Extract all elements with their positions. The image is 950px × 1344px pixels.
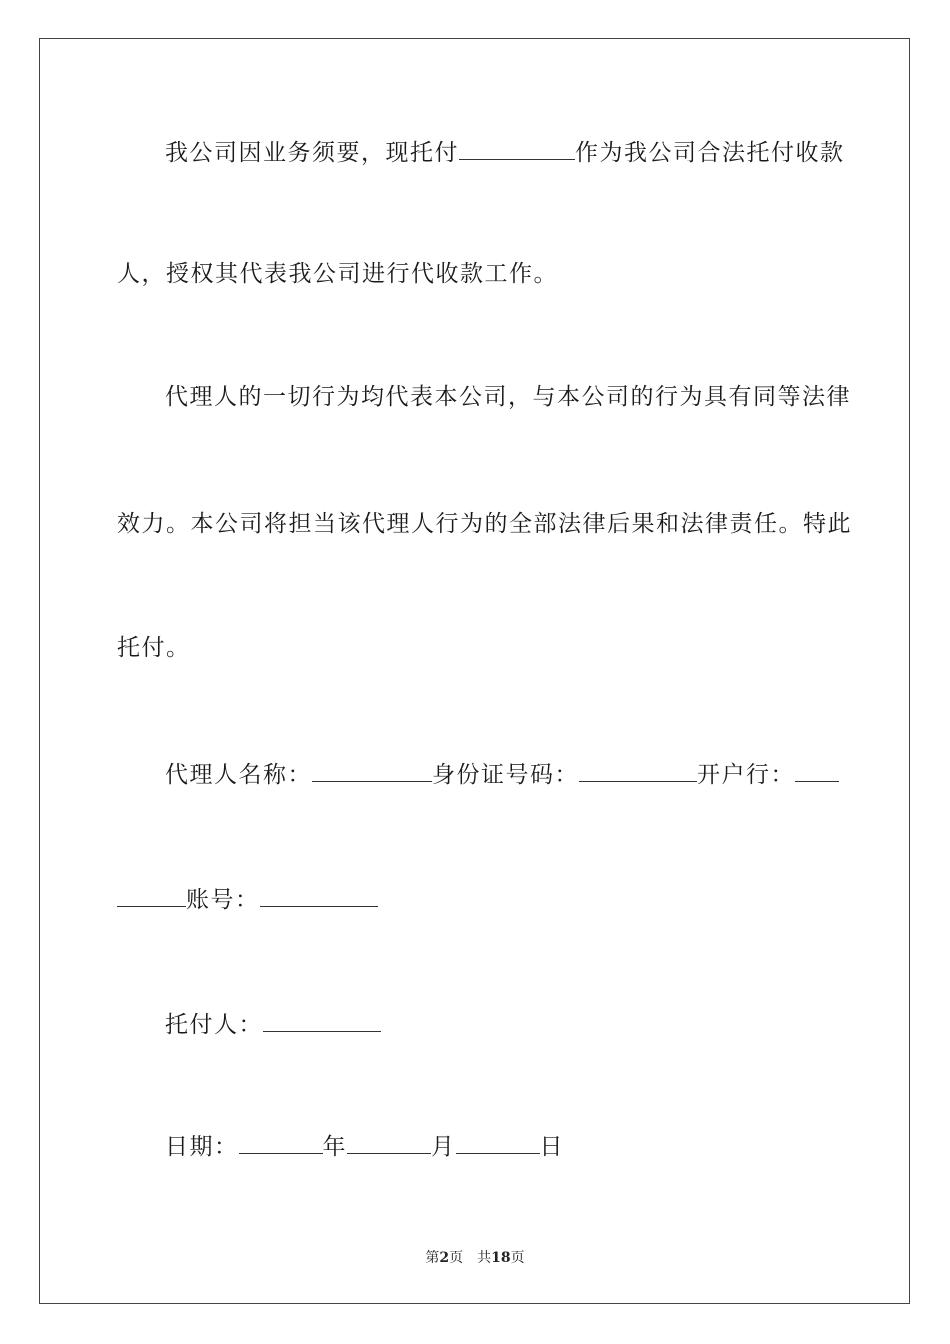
account-blank bbox=[260, 884, 378, 907]
page-prefix: 第 bbox=[425, 1250, 440, 1266]
year-blank bbox=[239, 1131, 323, 1154]
page-current: 2 bbox=[439, 1250, 450, 1266]
bank-blank-start bbox=[795, 759, 839, 782]
month-blank bbox=[347, 1131, 431, 1154]
id-number-blank bbox=[579, 759, 697, 782]
paragraph-2-line-3: 托付。 bbox=[117, 635, 191, 661]
paragraph-1-text-a: 我公司因业务须要，现托付 bbox=[165, 140, 459, 166]
id-number-label: 身份证号码： bbox=[432, 762, 579, 788]
day-blank bbox=[456, 1131, 540, 1154]
page-total: 18 bbox=[491, 1250, 511, 1266]
account-label: 账号： bbox=[186, 887, 260, 913]
total-prefix: 共 bbox=[477, 1250, 492, 1266]
page-footer bbox=[0, 1247, 950, 1267]
trustee-blank bbox=[459, 137, 575, 160]
date-line bbox=[165, 1131, 564, 1162]
total-suffix: 页 bbox=[510, 1250, 525, 1266]
paragraph-1-text-b: 作为我公司合法托付收款 bbox=[575, 140, 845, 166]
principal-blank bbox=[263, 1009, 381, 1032]
page-border bbox=[39, 38, 910, 1304]
paragraph-1-line-2: 人，授权其代表我公司进行代收款工作。 bbox=[117, 261, 558, 287]
day-label: 日 bbox=[539, 1134, 564, 1160]
month-label: 月 bbox=[431, 1134, 456, 1160]
principal-label: 托付人： bbox=[165, 1012, 263, 1038]
year-label: 年 bbox=[322, 1134, 347, 1160]
bank-label: 开户行： bbox=[697, 762, 795, 788]
agent-info-line bbox=[165, 759, 839, 790]
paragraph-2-line-1: 代理人的一切行为均代表本公司，与本公司的行为具有同等法律 bbox=[165, 384, 851, 410]
page-suffix: 页 bbox=[449, 1250, 464, 1266]
paragraph-1-line-1 bbox=[165, 137, 845, 168]
bank-blank-end bbox=[117, 884, 186, 907]
account-line bbox=[117, 884, 378, 915]
paragraph-2-line-2: 效力。本公司将担当该代理人行为的全部法律后果和法律责任。特此 bbox=[117, 511, 852, 537]
date-label: 日期： bbox=[165, 1134, 239, 1160]
principal-line bbox=[165, 1009, 381, 1040]
agent-name-label: 代理人名称： bbox=[165, 762, 312, 788]
agent-name-blank bbox=[312, 759, 432, 782]
